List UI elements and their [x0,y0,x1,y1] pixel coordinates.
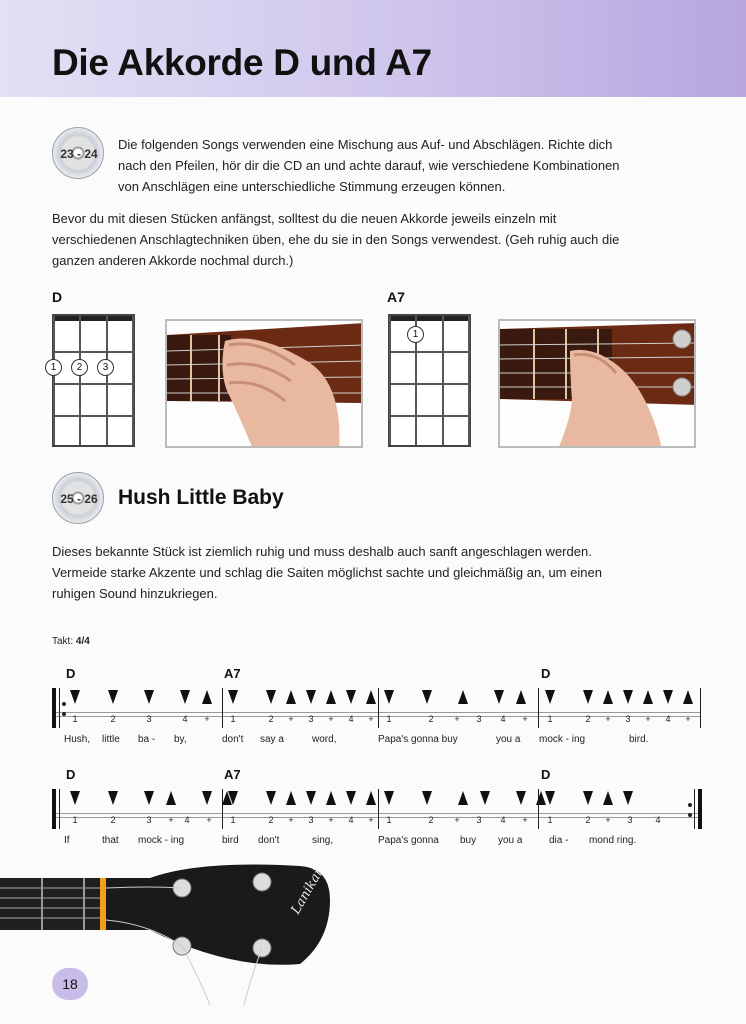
chart-fret [54,351,133,353]
beat-count: 2 [268,815,274,825]
lyric-syllable: don't [222,734,244,745]
up-strum-arrow [166,791,176,805]
down-strum-arrow [144,791,154,805]
chord-symbol: A7 [224,767,241,782]
lyric-syllable: mock - ing [539,734,586,745]
page-number: 18 [52,968,88,1000]
beat-count: 3 [146,815,152,825]
beat-count: 3 [476,815,482,825]
down-strum-arrow [228,690,238,704]
beat-count: 1 [386,815,392,825]
chart-fret [390,415,469,417]
time-signature-label: Takt: [52,636,74,647]
beat-count: 2 [428,815,434,825]
lyric-syllable: say a [260,734,284,745]
up-strum-arrow [326,690,336,704]
up-strum-arrow [326,791,336,805]
chord-symbol: A7 [224,666,241,681]
finger-marker: 2 [71,359,88,376]
finger-marker: 1 [407,326,424,343]
beat-count: 3 [146,714,152,724]
description-line: Vermeide starke Akzente und schlag die Saiten möglichst sachte und gleichmäßig an, um einen [52,565,602,580]
beat-count: 4 [500,815,506,825]
beat-count: + [206,815,212,825]
beat-count: 1 [72,815,78,825]
down-strum-arrow [494,690,504,704]
up-strum-arrow [683,690,693,704]
lyric-syllable: mond ring. [589,835,637,846]
beat-count: + [288,815,294,825]
beat-count: 1 [230,714,236,724]
chart-fret [54,383,133,385]
lyric-syllable: dia - [549,835,569,846]
up-strum-arrow [458,690,468,704]
chord-photo-a7 [498,319,696,448]
chart-string [53,316,55,445]
beat-count: 4 [348,714,354,724]
lyric-syllable: bird [222,835,239,846]
beat-count: + [605,714,611,724]
chart-nut [54,316,133,321]
down-strum-arrow [583,791,593,805]
beat-count: 4 [500,714,506,724]
down-strum-arrow [266,791,276,805]
down-strum-arrow [108,791,118,805]
repeat-dot [688,803,692,807]
beat-count: + [454,714,460,724]
down-strum-arrow [384,791,394,805]
beat-count: 4 [665,714,671,724]
chord-chart-a7 [388,314,471,447]
beat-count: 2 [268,714,274,724]
beat-count: + [605,815,611,825]
lyric-syllable: Papa's gonna buy [378,734,458,745]
beat-count: + [454,815,460,825]
down-strum-arrow [480,791,490,805]
beat-count: + [168,815,174,825]
chord-symbol: D [541,767,551,782]
lyric-syllable: mock - ing [138,835,185,846]
barline [59,688,60,728]
down-strum-arrow [384,690,394,704]
practice-paragraph [52,208,619,271]
page-title: Die Akkorde D und A7 [52,42,432,83]
beat-count: 2 [110,815,116,825]
down-strum-arrow [70,791,80,805]
down-strum-arrow [202,791,212,805]
beat-count: + [328,815,334,825]
barline-end [698,789,702,829]
practice-line: Bevor du mit diesen Stücken anfängst, solltest du die neuen Akkorde jeweils einzeln mit [52,211,557,226]
practice-line: verschiedenen Anschlagtechniken üben, ehe du sie in den Songs verwendest. (Geh ruhig auch die [52,232,620,247]
beat-count: 4 [184,815,190,825]
ukulele-headstock-illustration [0,860,340,1010]
lyric-syllable: little [102,734,120,745]
beat-count: 1 [72,714,78,724]
beat-count: + [204,714,210,724]
down-strum-arrow [422,791,432,805]
up-strum-arrow [202,690,212,704]
down-strum-arrow [663,690,673,704]
hand-fretting-d-chord-illustration [167,321,363,448]
beat-count: 1 [547,714,553,724]
beat-count: 4 [182,714,188,724]
chart-string [389,316,391,445]
down-strum-arrow [623,791,633,805]
description-line: ruhigen Sound hinzukriegen. [52,586,218,601]
beat-count: 3 [308,815,314,825]
up-strum-arrow [458,791,468,805]
down-strum-arrow [108,690,118,704]
down-strum-arrow [266,690,276,704]
lyric-syllable: that [102,835,119,846]
lyric-syllable: buy [460,835,477,846]
beat-count: 1 [547,815,553,825]
chart-fret [390,383,469,385]
down-strum-arrow [545,791,555,805]
barline [378,789,379,829]
up-strum-arrow [366,791,376,805]
beat-count: + [522,714,528,724]
cd-track-label: 25 - 26 [60,492,98,506]
beat-count: 4 [655,815,661,825]
finger-marker: 1 [45,359,62,376]
beat-count: + [685,714,691,724]
intro-line: Die folgenden Songs verwenden eine Mischung aus Auf- und Abschlägen. Richte dich [118,137,613,152]
chord-label-d: D [52,289,63,305]
lyric-syllable: you a [498,835,523,846]
song-description [52,541,602,604]
chord-symbol: D [66,767,76,782]
barline [694,789,695,829]
beat-count: 3 [627,815,633,825]
barline-start [52,688,56,728]
song-title: Hush Little Baby [118,486,284,509]
beat-count: 3 [476,714,482,724]
lyric-syllable: word, [312,734,337,745]
up-strum-arrow [603,690,613,704]
barline [538,688,539,728]
beat-count: + [368,714,374,724]
beat-count: 2 [428,714,434,724]
chord-label-a7: A7 [387,289,405,305]
beat-count: 2 [110,714,116,724]
cd-track-label: 23 - 24 [60,147,98,161]
chart-string [468,316,470,445]
chart-string [79,316,81,445]
chord-symbol: D [66,666,76,681]
barline [700,688,701,728]
practice-line: ganzen anderen Akkorde nochmal durch.) [52,253,294,268]
chart-nut [390,316,469,321]
chart-fret [390,351,469,353]
intro-line: von Anschlägen eine unterschiedliche Stimmung erzeugen können. [118,179,506,194]
down-strum-arrow [346,690,356,704]
beat-count: 2 [585,815,591,825]
lyric-syllable: Hush, [64,734,91,745]
lyric-syllable: you a [496,734,521,745]
beat-count: + [645,714,651,724]
time-signature [52,636,90,647]
lyric-syllable: ba - [138,734,156,745]
repeat-dot [62,702,66,706]
down-strum-arrow [623,690,633,704]
beat-count: + [522,815,528,825]
intro-paragraph [118,134,620,197]
beat-count: 3 [625,714,631,724]
down-strum-arrow [180,690,190,704]
finger-marker: 3 [97,359,114,376]
barline [59,789,60,829]
lyric-syllable: don't [258,835,280,846]
chart-string [442,316,444,445]
beat-count: + [288,714,294,724]
barline [378,688,379,728]
down-strum-arrow [144,690,154,704]
repeat-dot [62,712,66,716]
description-line: Dieses bekannte Stück ist ziemlich ruhig und muss deshalb auch sanft angeschlagen werden. [52,544,592,559]
chord-photo-d [165,319,363,448]
down-strum-arrow [70,690,80,704]
lyric-syllable: Papa's gonna [378,835,439,846]
up-strum-arrow [516,690,526,704]
down-strum-arrow [422,690,432,704]
beat-count: + [368,815,374,825]
down-strum-arrow [306,791,316,805]
beat-count: 2 [585,714,591,724]
intro-line: nach den Pfeilen, hör dir die CD an und achte darauf, wie verschiedene Kombinationen [118,158,620,173]
lyric-syllable: bird. [629,734,649,745]
chart-fret [54,415,133,417]
up-strum-arrow [603,791,613,805]
headstock-logo: Lanikai [288,867,326,917]
barline [222,688,223,728]
lyric-syllable: sing, [312,835,334,846]
beat-count: + [328,714,334,724]
lyric-syllable: If [64,835,70,846]
down-strum-arrow [516,791,526,805]
beat-count: 3 [308,714,314,724]
up-strum-arrow [286,690,296,704]
down-strum-arrow [583,690,593,704]
lyric-syllable: by, [174,734,187,745]
up-strum-arrow [366,690,376,704]
repeat-dot [688,813,692,817]
chart-string [106,316,108,445]
chord-chart-d [52,314,135,447]
barline-start [52,789,56,829]
chart-string [132,316,134,445]
hand-fretting-a7-chord-illustration [500,321,696,448]
beat-count: 1 [386,714,392,724]
down-strum-arrow [346,791,356,805]
cd-icon [52,472,104,524]
down-strum-arrow [545,690,555,704]
up-strum-arrow [643,690,653,704]
beat-count: 1 [230,815,236,825]
cd-icon [52,127,104,179]
up-strum-arrow [286,791,296,805]
down-strum-arrow [228,791,238,805]
beat-count: 4 [348,815,354,825]
time-signature-value: 4/4 [75,636,90,647]
chord-symbol: D [541,666,551,681]
down-strum-arrow [306,690,316,704]
